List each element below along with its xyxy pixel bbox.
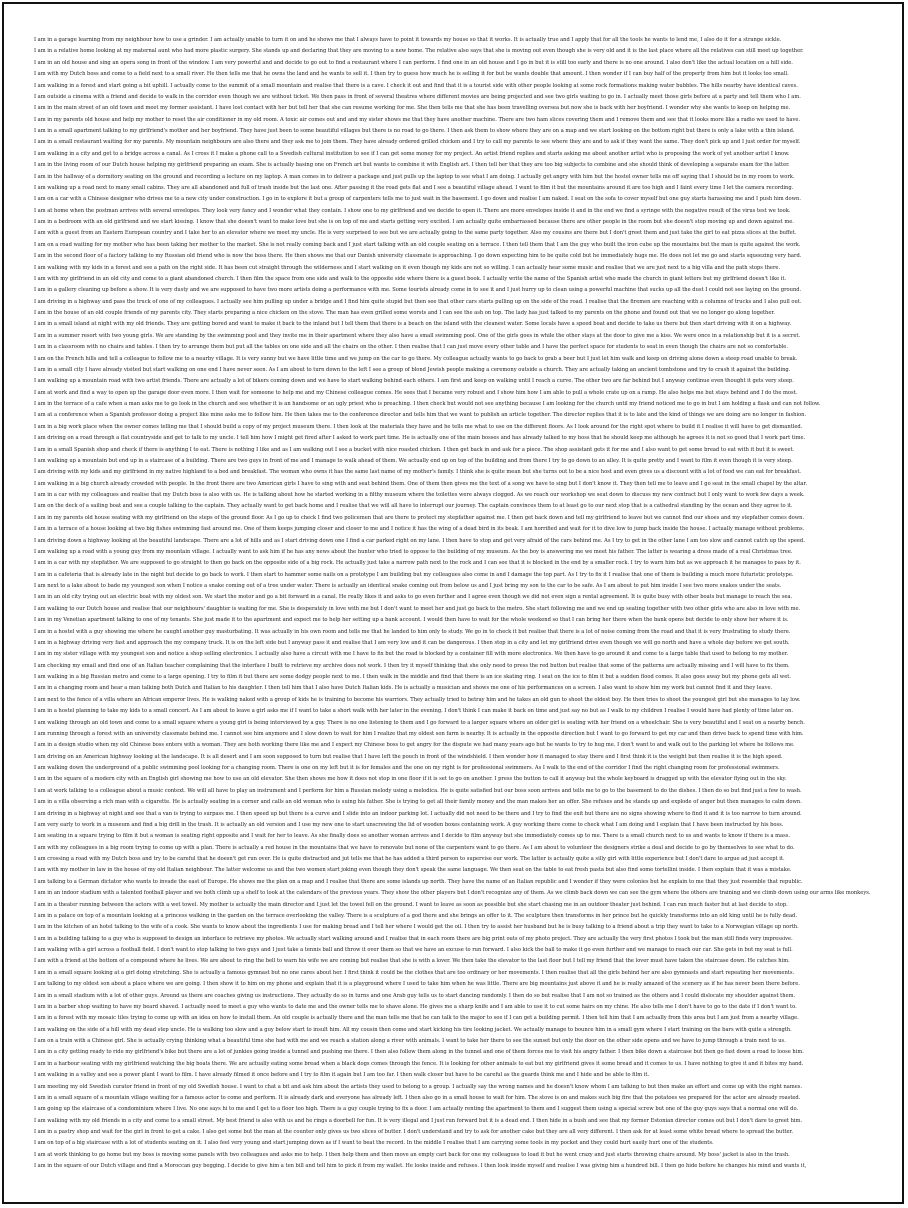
text-line: I am next to a lake about to bade my youngest son when I notice a snake coming out of a tree under water. There is actually an identical snake coming out from below us and I just bring my son to the car to be safe. As I am about to put him inside I see two more snakes under the seats. — [34, 583, 782, 589]
text-line: I am at home when the postman arrives with several envelopes. They look very fancy and I wonder what they contain. I show one to my girlfriend and we decide to open it. There are more envelopes inside it and in the end we find a syringe with the negative result of the virus test we took. — [34, 207, 791, 214]
text-line: I am in a garage learning from my neighbour how to use a grinder. I am actually unable to turn it on and he shows me that I always have to point it towards my house so that it works. It is actually true and I apply that for all the tools he wants to lend me, I also do it for a strange sickle. — [34, 37, 782, 43]
text-line: I am walking with my kids in a forest and see a path on the right side. It has been cut straight through the wilderness and I start walking on it even though my kids are not so willing. I can actually hear some music and realise that we are just next to a big villa and the path stops there. — [34, 264, 781, 271]
text-line: I am in an old house and sing an opera song in front of the window. I am very powerful and and decide to go out to find a restaurant where I can perform. I find one in an old house and I go in but it is still too early and there is no one around. I also don't like the actual location on a hill side. — [34, 59, 793, 66]
text-line: I am in a building talking to a guy who is supposed to design an interface to retrieve my photos. We actually start walking around and I realise that in each room there are big print outs of my photo project. They are actually the very first photos I took but the man still finds very impressive. — [34, 935, 793, 942]
text-line: I am in a terrace of a house looking at two big fishes swimming fast around me. One of them keeps jumping closer and closer to me and I notice it has the wing of a dead bird in its beak. I am horrified and wait for it to dive low to jump back inside the house. I actually manage without problems. — [34, 526, 805, 533]
text-line: I am driving down a highway looking at the beautiful landscape. There are a lot of hills and as I start driving down one I find a car parked right on my lane. I then have to stop and get very afraid of the cars behind me. As I try to get in the other lane I am too slow and cannot catch up the speed. — [34, 537, 805, 544]
text-line: I am in a villa observing a rich man with a cigarette. He is actually seating in a corner and calls an old woman who is suing his father. She is trying to get all their family money and the man makes her an offer. She refuses and he stands up and explode of anger but then manages to calm down. — [34, 799, 802, 806]
text-line: I am in the square of our Dutch village and find a Moroccan guy begging. I decide to give him a ten bill and tell him to pick it from my wallet. He looks inside and refuses. I then look inside myself and realise I was giving him a hundred bill. I then go hide before he changes his mind and wants it, — [34, 1163, 807, 1170]
text-line: I am next to the fence of a villa where an African emperor lives. He is walking naked with a group of kids he is training to become his warriors. They actually tried to betray him and he takes an old gun to shoot the oldest boy. He then tries to shoot the youngest girl but she manages to lay low. — [34, 696, 801, 703]
text-line: I am in the house of an old couple friends of my parents city. They starts preparing a nice chicken on the stove. The man has even grilled some worsts and I can see the ash on top. The lady has just talked to my parents on the phone and found out that we no longer go along together. — [34, 310, 775, 316]
text-line: I am in a barber shop waiting to have my beard shaved. I actually need to meet a guy who wants to date me and the owner tells me to shave alone. He gives me a sharp knife and I am able to use it to cut some hairs on my chine. He also tells me I don't have to go to the date if I don't want to. — [34, 1003, 797, 1010]
text-line: I am in a pastry shop and wait for the girl in front to get a cake. I also get some but the man at the counter only gives us two slices of butter. I don't understand and try to ask for another cake but they are all very different. I then ask for at least some white bread where to spread the butter. — [34, 1129, 794, 1135]
text-line: I am in a big work place when the owner comes telling me that I should build a copy of my project museum there. I then look at the materials they have and he tells me what to use on the different floors. As I look around for the right spot where to build it I realise it will have to get dismantled. — [34, 423, 803, 430]
text-line: I am on the deck of a sailing boat and see a couple talking to the captain. They actually want to get back home and I realise that we will all have to interrupt our journey. The captain convinces them to at least go to our next stop that is a cathedral standing by the ocean and they agree to it. — [34, 503, 793, 510]
text-line: I am in a classroom with no chairs and tables. I then try to arrange them but put all the tables on one side and all the chairs on the other. I then realise that I can just move every other table and I have the perfect space for students to seat in even though the chairs are not so comfortable. — [34, 344, 788, 351]
text-line: I am walking in a valley and see a power plant I want to film. I have already filmed it once before and I try to film it again but I am too far. I then walk closer but have to be careful as the guards think me and I hide and be able to film it. — [34, 1072, 650, 1079]
text-line: I am outside a cinema with a friend and decide to walk in the corridor even though we are without ticket. We then pass in front of several theatres where different movies are being projected and see two girls waiting to go in. I actually meet those girls before at a party and tell them who I am. — [34, 93, 801, 100]
text-line: I am in the second floor of a factory talking to my Russian old friend who is now the boss there. He then shows me that our Danish university classmate is approaching. I go down expecting him to be quite cold but he immediately hugs me. He does not let me go and starts squeezing very hard. — [34, 253, 802, 260]
text-line: I am in a forest with my mosaic tiles trying to come up with an idea on how to install them. An old couple is actually there and the man tells me that he can talk to the major to see if I can get a building permit. I then tell him that I am actually from this area but I am just from a nearby village. — [34, 1015, 799, 1022]
text-line: I am at work and find a way to open up the garage door even more. I then wait for someone to help me and my Chinese colleague comes. He sees that I became very robust and I show him how I am able to pull a whole crate up on a ramp. He also helps me but stays behind and I do the most. — [34, 389, 798, 396]
text-line: I am walking up a mountain but end up in a staircase of a building. There are two guys in front of me and I manage to walk ahead of them. We actually end up on top of the building and from there I try to go down to an alley. It is quite pretty and I want to film it even though it is very steep. — [34, 457, 793, 464]
text-line: I am crossing a road with my Dutch boss and try to be careful that he doesn't get run over. He is quite distracted and jut tells me that he has added a third person to supervise our work. The latter is actually quite a silly girl with little experience but I don't dare to argue ad just accept it. — [34, 856, 785, 862]
text-line: I am walking to our Dutch house and realise that our neighbours' daughter is waiting for me. She is desperately in love with me but I don't want to meet her and just go back to the metro. She start following me and we end up seating together with two other girls who are also in love with me. — [34, 605, 801, 612]
text-line: I am walking with my old friends in a city and come to a small street. My best friend is also with us and he rings a doorbell for fun. It is very illegal and I just run forward but it is a dead end. I then hide in a bush and see that my former Estonian director comes out but I don't dare to greet him. — [34, 1117, 803, 1124]
text-line: I am very early to work in a museum and find a big drill in the trash. It is actually an old version and I use my new one to start unscrewing the lid of wooden boxes containing work. A guy working there come to check what I am doing and I explain that I have been instructed by his boss. — [34, 821, 784, 828]
text-line: I am driving in a highway and pass the truck of one of my colleagues. I actually see him pulling up under a bridge and I find him quite stupid but then see that other cars starts pulling up on the side of the road. I realise that the firemen are reaching with a columns of trucks and I also pull out. — [34, 298, 802, 305]
text-line: I am in a highway driving very fast and approach the my company truck. It is on the left side but I anyway pass it and realise that I am very low and it can be dangerous. I then stop in a city and let my girlfriend drive even though we will go north and have a whole day before we get south. — [34, 639, 790, 646]
text-line: I am in a car with my stepfather. We are supposed to go straight to then go back on the opposite side of a big rock. He actually just take a narrow path next to the rock and I can see that it is blocked in the end by a smaller rock. I try to warn him but as we approach it he manages to pass by it. — [34, 560, 801, 567]
text-line: I am in a palace on top of a mountain looking at a princess walking in the garden on the terrace overlooking the valley. There is a sculpture of a god there and she brings an offer to it. The sculpture then transforms in her prince but he quickly transforms into an old king until he is fully dead. — [34, 912, 797, 919]
text-line: I am in a car with my colleagues and realise that my Dutch boss is also with us. He is talking about how he started working in a filthy museum where the toilettes were always clogged. As we reach our workshop we seat down to discuss my new contract but I only want to work few days a week. — [34, 492, 805, 498]
text-line: I am in an old city trying out an electric boat with my oldest son. We start the motor and go a bit forward in a canal. He really likes it and asks to go even further and I agree even though we did not even sign a rental agreement. It is quite busy with other boats but manage to reach the sea. — [34, 594, 793, 601]
text-line: I am walking on the side of a hill with my dead step uncle. He is walking too slow and a guy below start to insult him. All my cousin then come and start kicking his tire looking jacket. We actually manage to bounce him in a small gym where I start training on the bars with quite a strength. — [34, 1026, 792, 1033]
text-line: I am in my sister village with my youngest son and notice a shop selling electronics. I actually also have a circuit with me I have to fix but the road is blocked by a container fill with more electronics. We then have to go around it and come to a large table that used to belong to my mother. — [34, 651, 789, 658]
text-line: I am in a small restaurant waiting for my parents. My mountain neighbours are also there and they ask me to join them. They have already ordered grilled chicken and I try to call my parents to see where they are and to ask if they want the same. They don't pick up and I just order for myself. — [34, 139, 801, 146]
text-line: I am on a car with a Chinese designer who drives me to a new city under construction. I go in to explore it but a group of carpenters tells me to just wait in the basement. I go down and realise I am naked. I seat on the sofa to cover myself but one guy starts harassing me and I push him down. — [34, 196, 801, 203]
text-line: I am at work thinking to go home but my boss is moving some panels with two colleagues and asks me to help. I then help them and then move an empty cart back for one my colleagues to load it but he went crazy and just starts throwing chairs around. My boss' jacket is also in the trash. — [34, 1151, 790, 1158]
text-line: I am at work talking to a colleague about a music context. We will all have to play an instrument and I perform for him a Russian melody using a melodica. He is quite satisfied but our boss soon arrives and tells me to go to the basement to do the dishes. I then do so but find just a few to wash. — [34, 787, 802, 794]
text-line: I am with my colleagues in a big room trying to come up with a plan. There is actually a red house in the mountains that we have to renovate but none of the carpenters want to go there. As I am about to volunteer the designers strike a deal and decide to go by themselves to see what to do. — [34, 844, 795, 851]
text-line: I am driving with my kids and my girlfriend in my native highland to a bed and breakfast. The woman who owns it has the same last name of my mother's family. I think she is quite mean but she turns out to be a nice host and even gives us a discount with a lot of food we can eat for breakfast. — [34, 469, 802, 476]
text-line: I am in a gallery cleaning up before a show. It is very dusty and we are supposed to have two more artists doing a performance with me. Some tourists already come in to see it and I just hurry up to clean using a powerful machine that sucks up all the dust I could not see laying on the ground. — [34, 287, 802, 294]
text-line: I am going up the staircase of a condominium where I live. No one says hi to me and I get to a floor too high. There is a guy couple trying to fix a door. I am actually renting the apartment to them and I suggest them using a special screw but one of the guy guys says that a normal one will do. — [34, 1106, 799, 1113]
text-line: I am in my Venetian apartment talking to one of my tenants. She just made it to the apartment and expect me to help her setting up a bank account. I would then have to wait for the whole weekend so that I can bring her there when the bank opens but decide to only show her where it is. — [34, 617, 789, 624]
text-line: I am walking up a road next to many small cabins. They are all abandoned and full of trash inside but the last one. After passing it the road gets flat and I see a beautiful village ahead. I want to film it but the mountains around it are too high and I faint every time I let the camera recording. — [34, 184, 794, 191]
text-line: I am in a summer resort with two young girls. We are standing by the swimming pool and they invite me in their apartment where they also have a small swimming pool. One of the girls goes in while the other stays at the door to give me a kiss. We were once in a relationship but it is a secret. — [34, 332, 801, 339]
text-line: I am on a train with a Chinese girl. She is actually crying thinking what a beautiful time she had with me and we reach a station along a river with animals. I want to take her there to see the sunset but only the door on the other side opens and we have to jump through a train next to us. — [34, 1038, 786, 1044]
text-line: I am in the main street of an old town and meet my former assistant. I have lost contact with her but tell her that she can resume working for me. She then tells me that she has been travelling oversea but now she is back with her boyfriend. I wonder why she wants to keep on helping me. — [34, 105, 791, 112]
text-line: I am in a cafeteria that is already late in the night but decide to go back to work. I then start to hammer some nails on a prototype I am building but my colleagues also come in and I damage the top part. As I try to fix it I realise that one of them is building a much more futuristic prototype. — [34, 571, 794, 578]
text-line: I am driving in a highway at night and see that a van is trying to surpass me. I then speed up but there is a curve and I slide into an indoor parking lot. I actually did not need to be there and I try to find the exit but there are no signs showing where to find it and it is too narrow to turn around. — [34, 810, 802, 817]
text-line: I am in a small Spanish shop and check if there is anything I to eat. There is nothing I like and as I am walking out I see a bucket with nice roasted chicken. I then get back in and ask for a piece. The shop assistant gets it for me and I also want to get some bread to eat with it but it is sweet. — [34, 446, 795, 453]
text-line: I am with my mother in law in the house of my old Italian neighbour. The latter welcome us and the two women start joking even though they don't speak the same language. We then seat on the table to eat fresh pasta but also find some tortellini inside. I then explain that it was a mistake. — [34, 867, 792, 874]
text-line: I am in a hostel planning to take my kids to a small concert. As I am about to leave a girl asks me if I want to take a short walk with her later in the evening. I don't think I can make it back on time and just say no but as I walk to my children I realise I would have had plenty of time later on. — [34, 708, 794, 715]
text-line: I am meeting my old Swedish curator friend in front of my old Swedish house. I want to chat a bit and ask him about the artists they used to belong to a group. I actually say the wrong names and he doesn't know whom I am talking to but then make an effort and come up with the right names. — [34, 1083, 803, 1090]
text-line: I am in a hostel with a guy showing me where he caught another guy masturbating. It was actually in his own room and tells me that he landed to him only to study. We go in to check it but realise that there is a lot of noise coming from the road and that it is very frustrating to study there. — [34, 628, 791, 635]
text-line: I am walking in a big Russian metro and come to a large opening. I try to film it but there are some dodgy people next to me. I then walk in the middle and find that there is an ice skating ring. I seat on the ice to film it but a sudden flood comes. It also goes away but my phone gets all wet. — [34, 674, 791, 680]
text-line: I am in a design studio when my old Chinese boss enters with a woman. They are both working there like me and I expect my Chinese boss to get angry for the dispute we had many years ago but he wants to try to hug me. I don't want to and walk out to the parking lot where he follows me. — [34, 742, 795, 749]
text-line: I am in the living room of our Dutch house helping my girlfriend preparing an exam. She is actually basing one on French art but wants to combine it with English art. I then tell her that they are too big subjects to combine and she should think of developing a separate exam for the latter. — [34, 162, 790, 169]
text-line: I am on the French hills and tell a colleague to follow me to a nearby village. It is very sunny but we have little time and we jump on the car to go there. My colleague actually wants to go back to grab a beer but I just let him walk and keep on driving alone down a steep road unable to break. — [34, 355, 798, 362]
text-line: I am in the kitchen of an hotel talking to the wife of a cook. She wants to know about the ingredients I use for making bread and I tell her where I would get the oil. I then try to assist her husband but he is busy talking to a friend about a trip they want to take to a Norwegian village up north. — [34, 924, 799, 931]
text-line: I am walking in a forest and start going a bit uphill. I actually come to the summit of a small mountain and realise that there is a cave. I check it out and find that it is a tourist side with other people looking at some rock formations making water bubbles. The hills nearby have identical caves. — [34, 82, 798, 89]
text-line: I am driving on an American highway looking at the landscape. It is all desert and I am soon supposed to turn but realise that I have left the pouch in front of the windshield. I then wonder how it managed to stay there and I first think it is the weight but then realise it is the high speed. — [34, 753, 783, 760]
text-line: I am in the terrace of a cafe when a man asks me to go look in the church and see whether it is an handsome or an ugly priest who is preaching. I then check but would not see anything because I am looking for the church until my friend noticed me to go in but I am holding a flask and can not follow. — [34, 401, 821, 407]
text-line: I am walking up a road with a young guy from my mountain village. I actually want to ask him if he has any news about the hunter who tried to oppose to the building of my museum. As the boy is answering me we meet his father. The latter is wearing a dress made of a real Christmas tree. — [34, 548, 793, 555]
text-line: I am in a city getting ready to ride my girlfriend's bike but there are a lot of junkies going inside a tunnel and pushing me there. I then also follow them along in the tunnel and one of them forces me to visit his angry father. I then bike down a staircase but then go fast down a road to loose him. — [34, 1049, 804, 1056]
text-line: I am at a conference when a Spanish professor doing a project like mine asks me to follow him. He then takes me to the conference director and tells him that we want to publish an article together. The director replies that it is to late and the kind of things we are doing are no longer in fashion. — [34, 412, 807, 419]
text-line: I am seating in a square trying to film it but a woman is seating right opposite and I wait for her to leave. As she finally does so another woman arrives and I decide to film anyway but she immediately comes up to me. There is a small church next to us and wants to know if there is a mass. — [34, 833, 791, 840]
text-line: I am running through a forest with an university classmate behind me. I cannot see him anymore and I slow down to wait for him I realize that my oldest son farm is nearby. It is actually in the opposite direction but I want to go forward to get my car and then drive back to spend time with him. — [34, 730, 804, 737]
text-line: I am in the square of a modern city with an English girl showing me how to use an old elevator. She then shows me how it does not stop in one floor if it is set to go on another. I press the button to call it anyway but the whole keyboard is dragged up with the elevator flying out in the sky. — [34, 776, 787, 783]
text-line: I am with a friend at the bottom of a compound where he lives. We are about to ring the bell to warn his wife we are coming but realise that she is with a lover. We then take the elevator to the last floor but I tell my friend that the lover must have taken the staircase down. He catches him. — [34, 958, 790, 965]
text-line: I am walking through an old town and come to a small square where a young girl is being interviewed by a guy. There is no one listening to them and I go forward to a larger square where an older girl is seating with her friend on a wheelchair. She is very beautiful and I seat on a nearby bench. — [34, 719, 805, 726]
text-line: I am with my Dutch boss and come to a field next to a small river. He then tells me that he owns the land and he wants to sell it. I then try to guess how much he is selling it for but he wants double that amount. I then wonder if I can buy half of the property from him but it looks too small. — [34, 71, 789, 78]
text-line: I am talking to a German dictator who wants to invade the east of Europe. He shows me the plan on a map and I realise that there are some islands up north. They have the name of an Italian republic and I wonder if they were colonies but he explain to me that they just resemble that republic. — [34, 878, 803, 885]
text-line: I am in a small stadium with a lot of other guys. Around us there are coaches giving us instructions. They actually do so in turns and one Arab guy tells us to start dancing randomly. I then do so but realise that I am not so trained as the others and I could dislocate my shoulder against them. — [34, 992, 796, 999]
text-line: I am walking with a girl across a football field. I don't want to stop talking to two guys and I just take a tennis ball and throw it over them so that we have an excuse to run forward. I also kick the ball to make it go even further and we manage to reach our car. She gets in but my seat is full. — [34, 947, 793, 953]
text-line: I am in a changing room and hear a man talking both Dutch and Italian to his daughter. I then tell him that I also have Dutch Italian kids. He is actually a musician and shows me one of his performances on a screen. I also want to show him my work but cannot find it and they leave. — [34, 685, 773, 692]
text-line: I am on top of a big staircase with a lot of students seating on it. I also feel very young and start jumping down as if I want to beat the record. In the middle I realise that I am carrying some tools in my pocket and they could hurt easily hurt one of the students. — [34, 1140, 714, 1147]
text-line: I am walking down the underground of a public swimming pool looking for a changing room. There is one on my left but it is for females and the one on my right is for professional swimmers. As I walk to the end of the corridor I find the right changing room for professional swimmers. — [34, 765, 780, 771]
text-line: I am in a small city I have already visited but start walking on one end I have never seen. As I am about to turn down to the left I see a group of blond Jewish people making a ceremony outside a church. They are actually taking an ancient tombstone and try to crash it against the building. — [34, 366, 791, 373]
text-line: I am in the hallway of a dormitory seating on the ground and recording a lecture on my laptop. A man comes in to deliver a package and just pulls up the laptop to see what I am doing. I actually get angry with him but the hostel owner tells me off saying that I should be in my room to work. — [34, 173, 795, 180]
text-line: I am in a bedroom with an old girlfriend and we start kissing. I know that she doesn't want to make love but she is on top of me and starts getting very excited. I am actually quite embarrassed because there are other people in the room but she doesn't stop moving up and down against me. — [34, 219, 794, 225]
text-line: I am checking my email and find one of an Italian teacher complaining that the interface I built to retrieve my archive does not work. I then try it myself thinking that she only need to press the red button but realise that some of the patterns are actually missing and I will have to fix them. — [34, 662, 790, 669]
text-line: I am in a small square looking at a girl doing stretching. She is actually a famous gymnast but no one cares about her. I first think it could be the clothes that are too ordinary or her movements. I then realise that all the girls behind her are also gymnasts and start repeating her movements. — [34, 969, 795, 976]
text-line: I am in a small apartment talking to my girlfriend's mother and her boyfriend. They have just been to some beautiful villages but there is no road to go there. I then ask them to show where they are on a map and we start looking on the bottom right but there is only a lake with a thin island. — [34, 128, 795, 134]
text-line: I am in my parents old house and help my mother to reset the air conditioner in my old room. A toxic air comes out and and my sister shows me that they have another machine. There are two ham slices covering them and I remove them and see that it looks more like a radio we used to have. — [34, 116, 801, 123]
text-line: I am in a theater running between the actors with a wet towel. My mother is actually the main director and I just let the towel fell on the ground. I want to leave as soon as possible but she start chasing me in an outdoor theater just behind. I can run much faster but at last decide to stop. — [34, 901, 788, 908]
text-line: I am on a road waiting for my mother who has been taking her mother to the market. She is not really coming back and I just start talking with an old couple seating on a terrace. I then tell them that I am the guy who built the iron cube up the mountains but the man is quite against the work. — [34, 241, 801, 248]
page-border — [2, 2, 904, 1204]
text-line: I am walking in a city and get to a bridge across a canal. As I cross it I make a phone call to a Swedish cultural institution to see if I can get some money for my project. An artist friend replies and starts asking me about another artist who is proposing the work of yet another artist I know. — [34, 150, 790, 157]
text-line: I am in a harbour seating with my girlfriend watching the big boats there. We are actually eating some bread when a black dogs comes through the fence. It is looking for other animals to eat but my girlfriend gives it some bread and it comes to us. I have nothing to give it and it bites my hand. — [34, 1060, 804, 1067]
text-line: I am in a relative home looking at my maternal aunt who had more plastic surgery. She stands up and declaring that they are moving to a new home. The relative also says that she is moving out even though she is very old and it is the last place where all the relatives can still meet up together. — [34, 48, 804, 55]
text-line: I am in an indoor stadium with a talented football player and we both climb up a shelf to look at the calendars of the previous years. They show the other players but I don't recognize any of them. As we climb back down we can see the gym where the others are training and we climb down using our arms like monkeys. — [34, 890, 871, 897]
text-line: I am with a guest from an Eastern European country and I take her to an elevator where we meet my uncle. He is very surprised to see but we are actually going to the same party together. Also my cousins are there but I don't greet them and just take the girl to eat pizza slices at the buffet. — [34, 230, 797, 237]
text-line: I am in my parents old house seating with my girlfriend on the steps of the ground floor. As I go up to check I find two policemen that are there to protect my stepfather against me. I then get back down and tell my girlfriend to leave but we cannot find our shoes and my stepfather comes down. — [34, 514, 805, 521]
text-line: I am in a small island at night with my old friends. They are getting bored and want to make it back to the inland but I tell them that there is a beach on the island with the cleanest water. Some locals have a speed boat and decide to take us there but then start driving with it on a highway. — [34, 321, 792, 328]
text-line: I am driving on a road through a flat countryside and get to talk to my uncle. I tell him how I might get fired after I asked to work part time. He is actually one of the main bosses and has already talked to my boss that he should keep me although he agrees it is not so good that I work part time. — [34, 435, 806, 442]
document-body — [34, 35, 880, 1173]
text-line: I am walking in a big church already crowded with people. In the front there are two American girls I have to sing with and seat behind them. One of them then gives me the text of a song we have to sing but I don't know it. They then tell me to leave and I go seat in the small chapel by the altar. — [34, 480, 807, 487]
text-line: I am walking up a mountain road with two artist friends. There are actually a lot of bikers coming down and we have to start walking behind each others. I am first and keep on walking until I reach a curve. The other two are far behind but I anyway continue even thought it gets very steep. — [34, 378, 794, 385]
text-line: I am talking to my oldest son about a place where we are going. I then show it to him on my phone and explain that it is a playground where I used to take him when he was little. There are big mountains just above it and he is really amazed of the scenery as if he has never been there before. — [34, 981, 800, 988]
text-line: I am in a small square of a mountain village waiting for a famous actor to come and perform. It is already dark and everyone has already left. I then also go in a small house to wait for him. The stove is on and makes such big fire that the potatoes we prepared for the actor are already roasted. — [34, 1094, 801, 1101]
text-line: I am with my girlfriend in an old city and come to a giant abandoned church. I then film the space from one side and walk to the opposite side where there is a guest book. I actually write the name of the Spanish artist who made the church in giant letters but my girlfriend doesn't like it. — [34, 275, 787, 282]
